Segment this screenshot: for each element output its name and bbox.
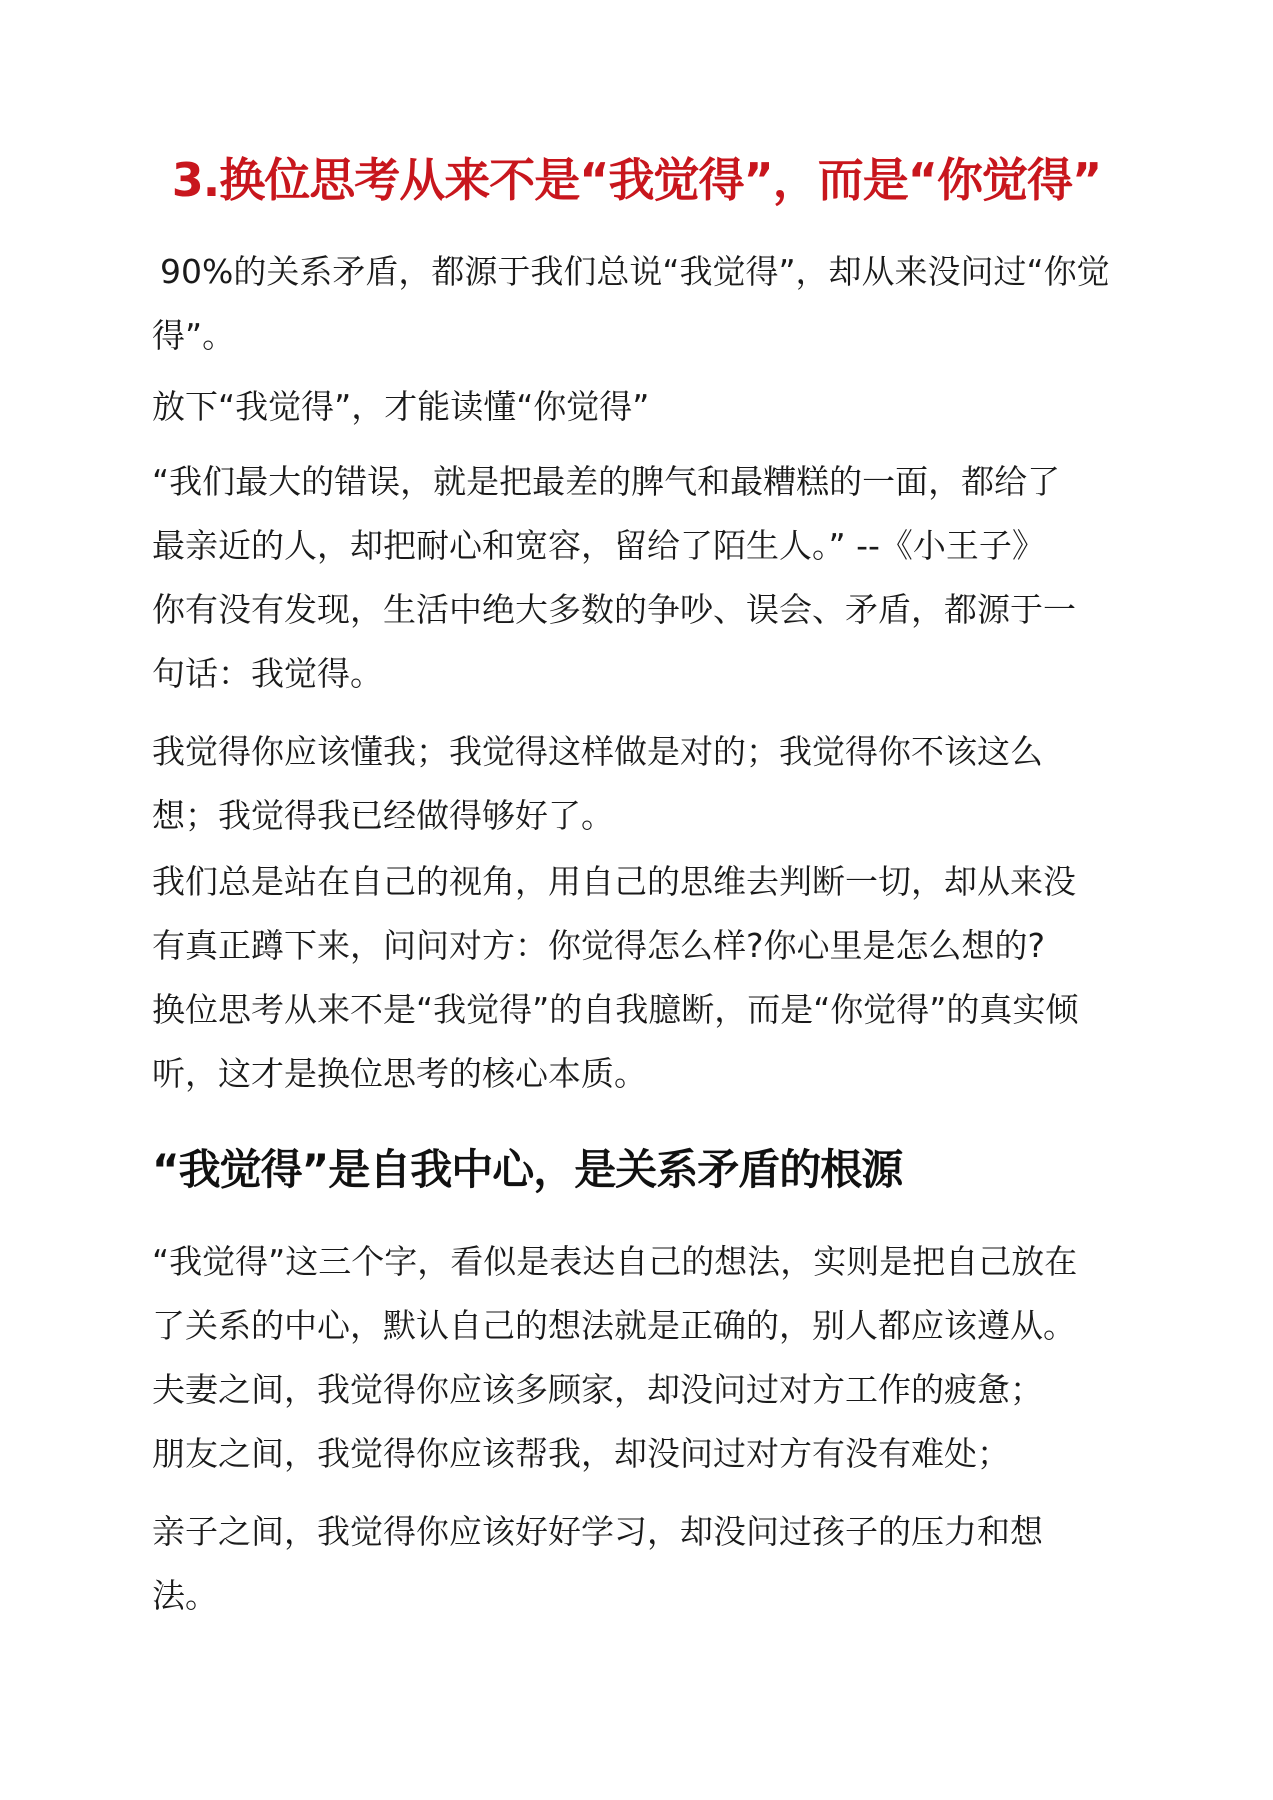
text-line: 我觉得你应该懂我；我觉得这样做是对的；我觉得你不该这么 (152, 732, 1043, 771)
text-line: 我们总是站在自己的视角，用自己的思维去判断一切，却从来没 (152, 862, 1076, 901)
text-line: “我们最大的错误，就是把最差的脾气和最糟糕的一面，都给了 (152, 462, 1061, 501)
text-line: 最亲近的人，却把耐心和宽容，留给了陌生人。” --《小王子》 (152, 526, 1045, 565)
paragraph-examples (152, 720, 1132, 848)
paragraph-perspective (152, 850, 1132, 1106)
text-line: 法。 (152, 1576, 218, 1615)
paragraph-section-body (152, 1230, 1132, 1486)
text-line: 亲子之间，我觉得你应该好好学习，却没问过孩子的压力和想 (152, 1512, 1043, 1551)
paragraph-intro (152, 240, 1132, 368)
text-line: 得”。 (152, 316, 236, 355)
text-line: 放下“我觉得”，才能读懂“你觉得” (152, 387, 650, 426)
paragraph-section-end (152, 1500, 1132, 1628)
text-line: 你有没有发现，生活中绝大多数的争吵、误会、矛盾，都源于一 (152, 590, 1076, 629)
paragraph-quote (152, 450, 1132, 706)
text-line: “我觉得”这三个字，看似是表达自己的想法，实则是把自己放在 (152, 1242, 1078, 1281)
text-line: 想；我觉得我已经做得够好了。 (152, 796, 614, 835)
text-line: 听，这才是换位思考的核心本质。 (152, 1054, 647, 1093)
text-line: 句话：我觉得。 (152, 654, 383, 693)
section-heading: “我觉得”是自我中心，是关系矛盾的根源 (152, 1145, 903, 1194)
article-title: 3.换位思考从来不是“我觉得”，而是“你觉得” (171, 153, 1102, 207)
text-line: 90%的关系矛盾，都源于我们总说“我觉得”，却从来没问过“你觉 (160, 252, 1110, 291)
text-line: 朋友之间，我觉得你应该帮我，却没问过对方有没有难处； (152, 1434, 1010, 1473)
text-line: 换位思考从来不是“我觉得”的自我臆断，而是“你觉得”的真实倾 (152, 990, 1079, 1029)
text-line: 了关系的中心，默认自己的想法就是正确的，别人都应该遵从。 (152, 1306, 1076, 1345)
paragraph-lead (152, 375, 1132, 439)
text-line: 有真正蹲下来，问问对方：你觉得怎么样?你心里是怎么想的? (152, 926, 1046, 965)
text-line: 夫妻之间，我觉得你应该多顾家，却没问过对方工作的疲惫； (152, 1370, 1043, 1409)
